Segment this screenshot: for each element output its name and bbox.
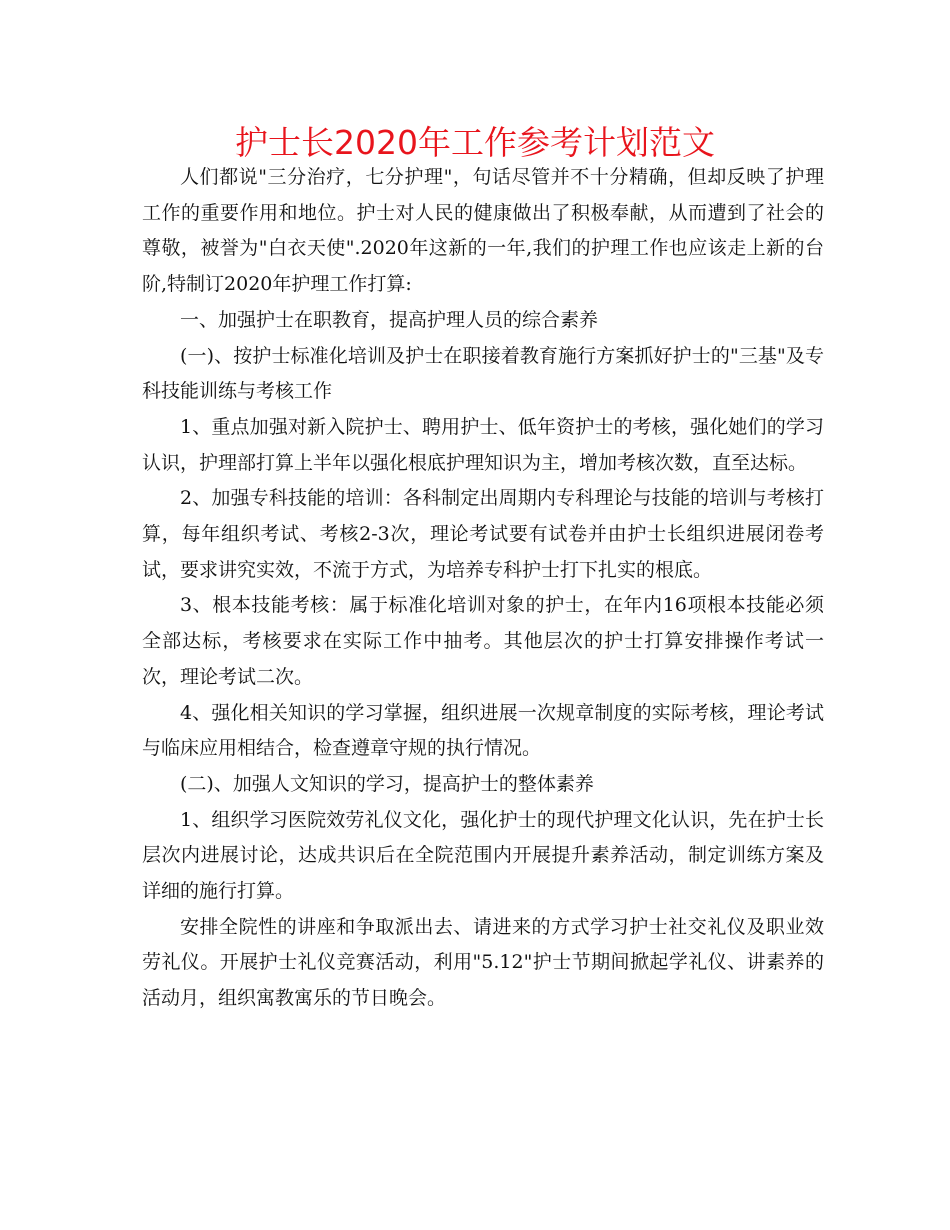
paragraph-etiquette: 安排全院性的讲座和争取派出去、请进来的方式学习护士社交礼仪及职业效劳礼仪。开展护士礼仪竞赛活动，利用"5.12"护士节期间掀起学礼仪、讲素养的活动月，组织寓教寓乐的节日晚会。 [142,915,824,1010]
subsection-heading-1: (一)、按护士标准化培训及护士在职接着教育施行方案抓好护士的"三基"及专科技能训练与考核工作 [142,344,824,403]
list-item-4: 4、强化相关知识的学习掌握，组织进展一次规章制度的实际考核，理论考试与临床应用相结合，检查遵章守规的执行情况。 [142,701,824,760]
paragraph-intro: 人们都说"三分治疗，七分护理"，句话尽管并不十分精确，但却反映了护理工作的重要作用和地位。护士对人民的健康做出了积极奉献，从而遭到了社会的尊敬，被誉为"白衣天使".2020年这新的一年,我们的护理工作也应该走上新的台阶,特制订2020年护理工作打算: [142,166,824,296]
subsection-heading-2: (二)、加强人文知识的学习，提高护士的整体素养 [180,772,594,795]
list-item-1: 1、重点加强对新入院护士、聘用护士、低年资护士的考核，强化她们的学习认识，护理部打算上半年以强化根底护理知识为主，增加考核次数，直至达标。 [142,415,824,474]
document-title: 护士长2020年工作参考计划范文 [235,123,715,162]
list-item-2: 2、加强专科技能的培训：各科制定出周期内专科理论与技能的培训与考核打算，每年组织考试、考核2-3次，理论考试要有试卷并由护士长组织进展闭卷考试，要求讲究实效，不流于方式，为培养专科护士打下扎实的根底。 [142,487,824,581]
list-item-3: 3、根本技能考核：属于标准化培训对象的护士，在年内16项根本技能必须全部达标，考核要求在实际工作中抽考。其他层次的护士打算安排操作考试一次，理论考试二次。 [142,594,824,688]
document-body [142,160,824,1017]
list-item-5: 1、组织学习医院效劳礼仪文化，强化护士的现代护理文化认识，先在护士长层次内进展讨论，达成共识后在全院范围内开展提升素养活动，制定训练方案及详细的施行打算。 [142,808,824,903]
section-heading-1: 一、加强护士在职教育，提高护理人员的综合素养 [180,308,599,331]
